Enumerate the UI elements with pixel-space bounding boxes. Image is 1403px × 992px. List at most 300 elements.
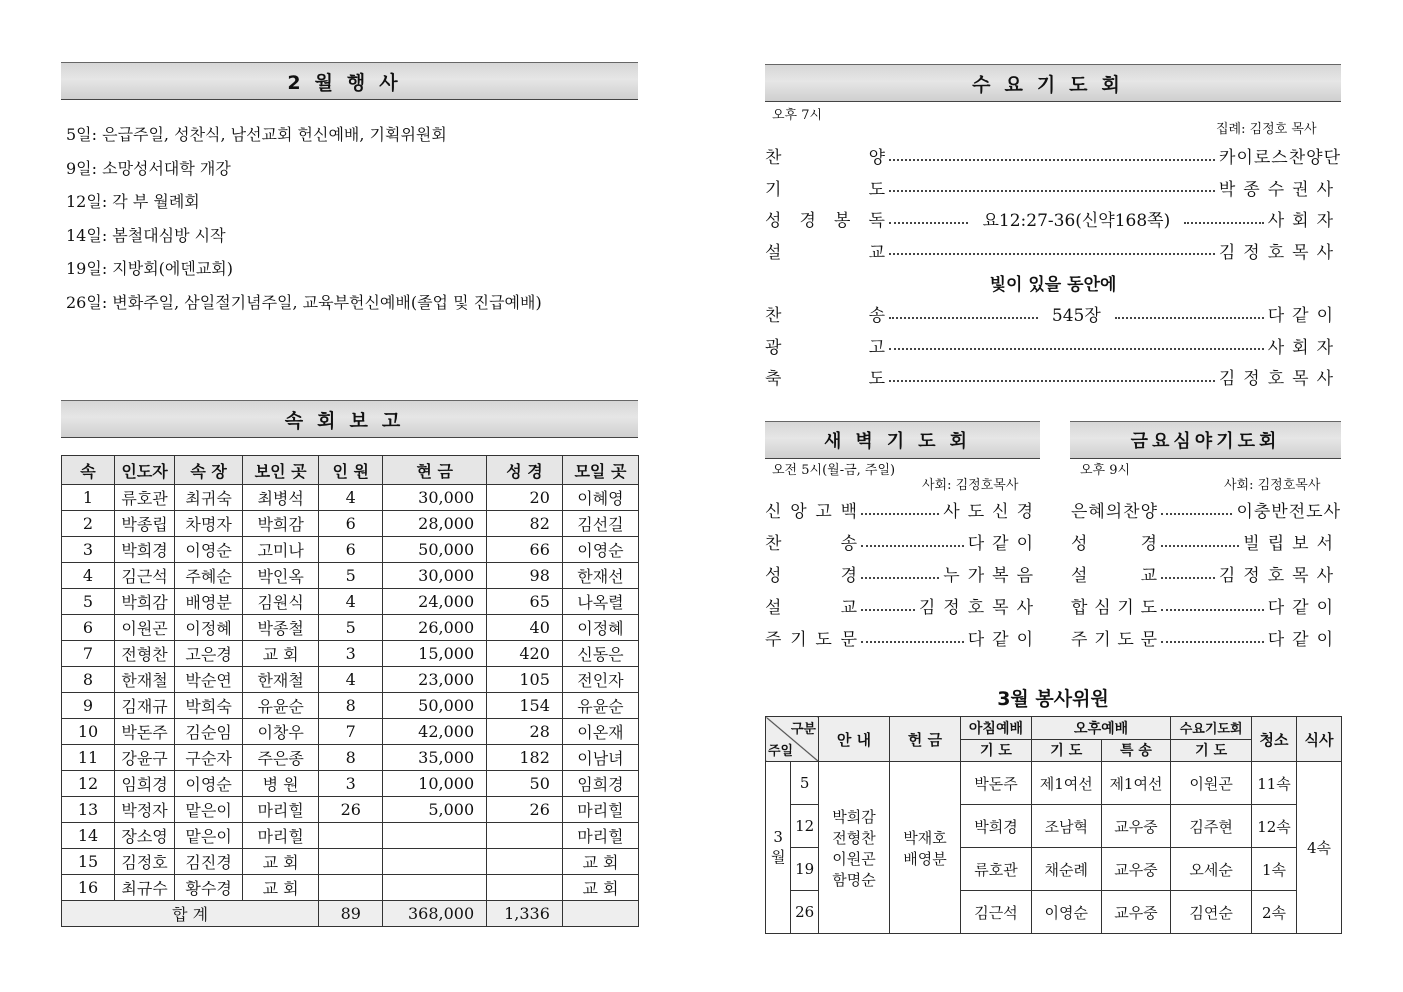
table-cell: 30,000: [383, 563, 487, 589]
cell-report-col-header: 속 장: [175, 456, 243, 485]
cell-report-header: 속회보고: [61, 400, 638, 438]
table-cell: 한재철: [115, 667, 175, 693]
table-cell: 98: [487, 563, 563, 589]
table-cell: 8: [62, 667, 115, 693]
clean-cell: 12속: [1252, 805, 1297, 848]
table-cell: 구순자: [175, 745, 243, 771]
table-cell: 3: [319, 771, 383, 797]
order-label: 축 도: [765, 369, 885, 389]
table-cell: 류호관: [115, 485, 175, 511]
offering-cell: [890, 762, 961, 934]
dot-leader: [889, 317, 1038, 319]
table-cell: 교 회: [562, 875, 638, 901]
table-cell: 최규수: [115, 875, 175, 901]
dot-leader: [1115, 317, 1264, 319]
table-cell: 이창우: [243, 719, 319, 745]
table-row: [62, 849, 639, 875]
service-title: 3월 봉사위원: [997, 688, 1109, 710]
service-table: [765, 716, 1342, 934]
table-row: [62, 875, 639, 901]
corner-bottom: 주일: [768, 744, 794, 759]
order-value: 누가복음: [943, 566, 1041, 586]
order-row: [1071, 529, 1341, 554]
afternoon-special-sub: 특 송: [1101, 739, 1171, 762]
order-value: 김정호목사: [1218, 242, 1341, 263]
table-cell: 420: [487, 641, 563, 667]
table-cell: 주은종: [243, 745, 319, 771]
dot-leader: [861, 545, 964, 547]
cell-report-col-header: 성 경: [487, 456, 563, 485]
day-cell: 5: [791, 762, 819, 805]
table-cell: 12: [62, 771, 115, 797]
table-cell: 5: [319, 563, 383, 589]
order-row: [765, 206, 1341, 231]
order-label: 광 고: [765, 337, 885, 358]
guide-name: 이원곤: [832, 849, 876, 868]
table-cell: 2: [62, 511, 115, 537]
clean-cell: 11속: [1252, 762, 1297, 805]
order-row: [765, 143, 1341, 168]
order-row: [765, 561, 1041, 586]
cell-report-col-header: 현 금: [383, 456, 487, 485]
table-row: [62, 693, 639, 719]
morning-prayer-sub: 기 도: [961, 739, 1032, 762]
table-cell: 박희감: [115, 589, 175, 615]
order-value: 사회자: [1267, 337, 1341, 358]
table-cell: 23,000: [383, 667, 487, 693]
order-label: 기 도: [765, 179, 885, 200]
table-cell: 마리힐: [562, 797, 638, 823]
order-label: 성 경 봉 독: [765, 211, 885, 231]
dot-leader: [861, 609, 915, 611]
afternoon-header: 오후예배: [1031, 717, 1170, 740]
total-empty: [562, 901, 638, 927]
table-cell: 3: [319, 641, 383, 667]
aft-special-cell: 교우중: [1101, 848, 1171, 891]
order-label: 은 혜 의 찬 양: [1071, 502, 1157, 522]
order-value: 사도신경: [943, 502, 1041, 522]
table-cell: 박인옥: [243, 563, 319, 589]
table-cell: 42,000: [383, 719, 487, 745]
order-label: 설 교: [765, 598, 857, 618]
service-row: [766, 762, 1342, 805]
table-row: [62, 485, 639, 511]
order-label: 설 교: [765, 242, 885, 263]
offering-name: 배영분: [903, 849, 947, 868]
table-cell: 전인자: [562, 667, 638, 693]
table-cell: 마리힐: [562, 823, 638, 849]
order-value: 빌립보서: [1243, 534, 1341, 554]
table-cell: 박정자: [115, 797, 175, 823]
table-cell: 마리힐: [243, 797, 319, 823]
table-cell: 5,000: [383, 797, 487, 823]
offering-name: 박재호: [903, 828, 947, 847]
event-item: 14일: 봄철대심방 시작: [66, 225, 226, 245]
morning-cell: 박돈주: [961, 762, 1032, 805]
table-cell: 박종립: [115, 511, 175, 537]
dot-leader: [861, 577, 939, 579]
table-cell: 임희경: [115, 771, 175, 797]
table-cell: 35,000: [383, 745, 487, 771]
table-cell: 65: [487, 589, 563, 615]
order-value: 박종수권사: [1218, 179, 1341, 200]
aft-special-cell: 교우중: [1101, 805, 1171, 848]
table-cell: 4: [62, 563, 115, 589]
dot-leader: [1184, 222, 1263, 224]
order-row: [1071, 625, 1341, 650]
table-cell: 신동은: [562, 641, 638, 667]
table-cell: 최귀숙: [175, 485, 243, 511]
total-label: 합 계: [62, 901, 319, 927]
clean-cell: 2속: [1252, 891, 1297, 934]
table-row: [62, 589, 639, 615]
total-bible: 1,336: [487, 901, 563, 927]
aft-special-cell: 교우중: [1101, 891, 1171, 934]
wed-cell: 김연순: [1171, 891, 1252, 934]
table-cell: 28: [487, 719, 563, 745]
total-offering: 368,000: [383, 901, 487, 927]
dot-leader: [1161, 577, 1215, 579]
month-cell: 3월: [766, 762, 791, 934]
table-cell: 50: [487, 771, 563, 797]
table-cell: 황수경: [175, 875, 243, 901]
table-cell: [319, 849, 383, 875]
friday-time: 오후 9시: [1080, 463, 1131, 478]
event-item: 5일: 은급주일, 성찬식, 남선교회 헌신예배, 기획위원회: [66, 125, 447, 144]
table-cell: 한재선: [562, 563, 638, 589]
order-row: [765, 497, 1041, 522]
table-cell: [383, 823, 487, 849]
table-cell: 50,000: [383, 693, 487, 719]
table-cell: 이원곤: [115, 615, 175, 641]
corner-top: 구분: [790, 722, 816, 737]
dot-leader: [889, 253, 1215, 255]
order-row: [765, 333, 1341, 358]
event-item: 12일: 각 부 월례회: [66, 192, 200, 211]
dot-leader: [889, 380, 1215, 382]
order-label: 주 기 도 문: [765, 630, 857, 650]
table-cell: 박희숙: [175, 693, 243, 719]
friday-leader: 사회: 김정호목사: [1224, 478, 1321, 493]
table-cell: 7: [319, 719, 383, 745]
event-item: 19일: 지방회(에덴교회): [66, 259, 233, 278]
dot-leader: [889, 222, 968, 224]
table-cell: 10: [62, 719, 115, 745]
table-cell: 나옥렬: [562, 589, 638, 615]
order-row: [765, 625, 1041, 650]
guide-name: 박희감: [832, 807, 876, 826]
order-row: [765, 529, 1041, 554]
dawn-time: 오전 5시(월-금, 주일): [772, 463, 896, 478]
table-cell: 4: [319, 589, 383, 615]
table-cell: 28,000: [383, 511, 487, 537]
order-value: 다같이: [1267, 630, 1341, 650]
table-cell: 9: [62, 693, 115, 719]
table-cell: 교 회: [243, 641, 319, 667]
day-cell: 26: [791, 891, 819, 934]
table-cell: 차명자: [175, 511, 243, 537]
table-cell: 24,000: [383, 589, 487, 615]
order-row: [1071, 497, 1341, 522]
table-cell: 이영순: [175, 537, 243, 563]
table-cell: 1: [62, 485, 115, 511]
table-cell: 8: [319, 745, 383, 771]
table-cell: 김순임: [175, 719, 243, 745]
day-cell: 19: [791, 848, 819, 891]
order-value: 김정호목사: [1218, 566, 1341, 586]
order-row: [765, 175, 1341, 200]
dot-leader: [889, 190, 1215, 192]
order-value: 다같이: [967, 534, 1041, 554]
table-row: [62, 563, 639, 589]
offering-header: 헌 금: [890, 717, 961, 762]
table-cell: 40: [487, 615, 563, 641]
order-label: 설 교: [1071, 566, 1157, 586]
table-cell: 4: [319, 667, 383, 693]
table-cell: 마리힐: [243, 823, 319, 849]
order-label: 찬 송: [765, 534, 857, 554]
table-cell: [383, 849, 487, 875]
table-cell: 김정호: [115, 849, 175, 875]
table-cell: 박희경: [115, 537, 175, 563]
table-cell: 15,000: [383, 641, 487, 667]
table-cell: 14: [62, 823, 115, 849]
dot-leader: [1161, 545, 1239, 547]
table-cell: 82: [487, 511, 563, 537]
table-cell: [319, 875, 383, 901]
dot-leader: [861, 513, 939, 515]
table-cell: 임희경: [562, 771, 638, 797]
table-cell: 교 회: [562, 849, 638, 875]
clean-header: 청소: [1252, 717, 1297, 762]
wed-cell: 김주현: [1171, 805, 1252, 848]
order-label: 신 앙 고 백: [765, 502, 857, 522]
order-value: 카이로스찬양단: [1219, 148, 1341, 168]
morning-cell: 박희경: [961, 805, 1032, 848]
dot-leader: [889, 159, 1215, 161]
table-cell: 김원식: [243, 589, 319, 615]
table-cell: 50,000: [383, 537, 487, 563]
aft-prayer-cell: 채순례: [1031, 848, 1101, 891]
order-label: 찬 송: [765, 306, 885, 326]
order-value: 사회자: [1267, 211, 1341, 231]
dawn-leader: 사회: 김정호목사: [922, 478, 1019, 493]
order-value: 김정호목사: [1218, 369, 1341, 389]
guide-cell: [819, 762, 890, 934]
table-cell: 154: [487, 693, 563, 719]
table-cell: [487, 875, 563, 901]
table-cell: 김재규: [115, 693, 175, 719]
table-cell: 교 회: [243, 849, 319, 875]
table-cell: 182: [487, 745, 563, 771]
table-cell: 고미나: [243, 537, 319, 563]
table-cell: 이혜영: [562, 485, 638, 511]
table-cell: 15: [62, 849, 115, 875]
order-label: 성 경: [1071, 534, 1157, 554]
aft-special-cell: 제1여선: [1101, 762, 1171, 805]
wed-cell: 이원곤: [1171, 762, 1252, 805]
afternoon-prayer-sub: 기 도: [1031, 739, 1101, 762]
table-cell: [487, 823, 563, 849]
table-cell: 김선길: [562, 511, 638, 537]
table-row: [62, 719, 639, 745]
table-row: [62, 615, 639, 641]
corner-cell: [766, 717, 819, 762]
table-cell: 이정혜: [175, 615, 243, 641]
morning-cell: 김근석: [961, 891, 1032, 934]
table-cell: 13: [62, 797, 115, 823]
dot-leader: [889, 348, 1264, 350]
table-cell: 맡은이: [175, 797, 243, 823]
order-value: 이충반전도사: [1236, 502, 1341, 522]
table-cell: 6: [319, 537, 383, 563]
clean-cell: 1속: [1252, 848, 1297, 891]
table-cell: 강윤구: [115, 745, 175, 771]
order-label: 합 심 기 도: [1071, 598, 1157, 618]
table-cell: 16: [62, 875, 115, 901]
table-cell: 박돈주: [115, 719, 175, 745]
table-row: [62, 667, 639, 693]
order-value: 김정호목사: [918, 598, 1041, 618]
order-value: 다같이: [967, 630, 1041, 650]
table-cell: 7: [62, 641, 115, 667]
wednesday-leader: 집례: 김정호 목사: [1216, 122, 1317, 137]
cell-report-table: [61, 455, 639, 927]
table-cell: 11: [62, 745, 115, 771]
aft-prayer-cell: 제1여선: [1031, 762, 1101, 805]
table-cell: 병 원: [243, 771, 319, 797]
morning-header: 아침예배: [961, 717, 1032, 740]
table-cell: 박순연: [175, 667, 243, 693]
day-cell: 12: [791, 805, 819, 848]
table-cell: 4: [319, 485, 383, 511]
cell-report-col-header: 모일 곳: [562, 456, 638, 485]
guide-header: 안 내: [819, 717, 890, 762]
friday-header: 금요심야기도회: [1070, 421, 1341, 459]
table-cell: 30,000: [383, 485, 487, 511]
order-label: 찬 양: [765, 148, 885, 168]
order-row: [765, 593, 1041, 618]
table-cell: 이남녀: [562, 745, 638, 771]
table-row: [62, 641, 639, 667]
table-row: [62, 797, 639, 823]
table-cell: 한재철: [243, 667, 319, 693]
table-cell: 전형찬: [115, 641, 175, 667]
table-cell: 맡은이: [175, 823, 243, 849]
table-cell: 6: [62, 615, 115, 641]
table-cell: 3: [62, 537, 115, 563]
table-row: [62, 771, 639, 797]
table-cell: 5: [319, 615, 383, 641]
cell-report-col-header: 인 원: [319, 456, 383, 485]
table-cell: 이영순: [175, 771, 243, 797]
dot-leader: [1161, 641, 1264, 643]
table-cell: 이영순: [562, 537, 638, 563]
table-cell: [487, 849, 563, 875]
wed-prayer-sub: 기 도: [1171, 739, 1252, 762]
dot-leader: [861, 641, 964, 643]
dot-leader: [1161, 513, 1232, 515]
meal-cell: 4속: [1297, 762, 1342, 934]
wednesday-time: 오후 7시: [772, 108, 823, 123]
table-cell: 5: [62, 589, 115, 615]
table-cell: 김진경: [175, 849, 243, 875]
aft-prayer-cell: 이영순: [1031, 891, 1101, 934]
table-cell: 장소영: [115, 823, 175, 849]
order-middle: 545장: [1051, 306, 1101, 326]
table-cell: 박종철: [243, 615, 319, 641]
table-cell: 유윤순: [562, 693, 638, 719]
order-middle: 요12:27-36(신약168쪽): [982, 211, 1171, 231]
table-cell: 이온재: [562, 719, 638, 745]
table-cell: 26: [319, 797, 383, 823]
table-row: [62, 537, 639, 563]
event-item: 26일: 변화주일, 삼일절기념주일, 교육부헌신예배(졸업 및 진급예배): [66, 292, 542, 312]
dawn-header: 새벽기도회: [765, 421, 1040, 459]
guide-name: 함명순: [832, 870, 876, 889]
order-value: 다같이: [1267, 306, 1341, 326]
table-cell: 26: [487, 797, 563, 823]
order-row: [1071, 593, 1341, 618]
table-cell: 고은경: [175, 641, 243, 667]
dot-leader: [1161, 609, 1264, 611]
table-cell: 주혜순: [175, 563, 243, 589]
meal-header: 식사: [1297, 717, 1342, 762]
table-cell: 6: [319, 511, 383, 537]
cell-report-col-header: 인도자: [115, 456, 175, 485]
table-row: [62, 745, 639, 771]
order-row: [1071, 561, 1341, 586]
table-cell: 배영분: [175, 589, 243, 615]
table-cell: 유윤순: [243, 693, 319, 719]
morning-cell: 류호관: [961, 848, 1032, 891]
order-row: [765, 364, 1341, 389]
table-cell: [319, 823, 383, 849]
table-cell: [383, 875, 487, 901]
table-row: [62, 823, 639, 849]
table-cell: 105: [487, 667, 563, 693]
table-row: [62, 511, 639, 537]
wed-cell: 오세순: [1171, 848, 1252, 891]
table-cell: 김근석: [115, 563, 175, 589]
total-row: [62, 901, 639, 927]
order-row: [765, 238, 1341, 263]
order-value: 다같이: [1267, 598, 1341, 618]
order-row: [765, 301, 1341, 326]
table-cell: 20: [487, 485, 563, 511]
table-cell: 8: [319, 693, 383, 719]
event-item: 9일: 소망성서대학 개강: [66, 158, 231, 178]
cell-report-col-header: 보인 곳: [243, 456, 319, 485]
table-cell: 10,000: [383, 771, 487, 797]
guide-name: 전형찬: [832, 828, 876, 847]
aft-prayer-cell: 조남혁: [1031, 805, 1101, 848]
order-label: 성 경: [765, 566, 857, 586]
table-cell: 66: [487, 537, 563, 563]
table-cell: 교 회: [243, 875, 319, 901]
table-cell: 이정혜: [562, 615, 638, 641]
events-header: 2월행사: [61, 62, 638, 100]
table-cell: 박희감: [243, 511, 319, 537]
table-cell: 최병석: [243, 485, 319, 511]
wednesday-header: 수요기도회: [765, 64, 1341, 102]
sermon-title: 빛이 있을 동안에: [989, 275, 1117, 295]
table-cell: 26,000: [383, 615, 487, 641]
order-label: 주 기 도 문: [1071, 630, 1157, 650]
wed-header: 수요기도회: [1171, 717, 1252, 740]
cell-report-col-header: 속: [62, 456, 115, 485]
total-people: 89: [319, 901, 383, 927]
